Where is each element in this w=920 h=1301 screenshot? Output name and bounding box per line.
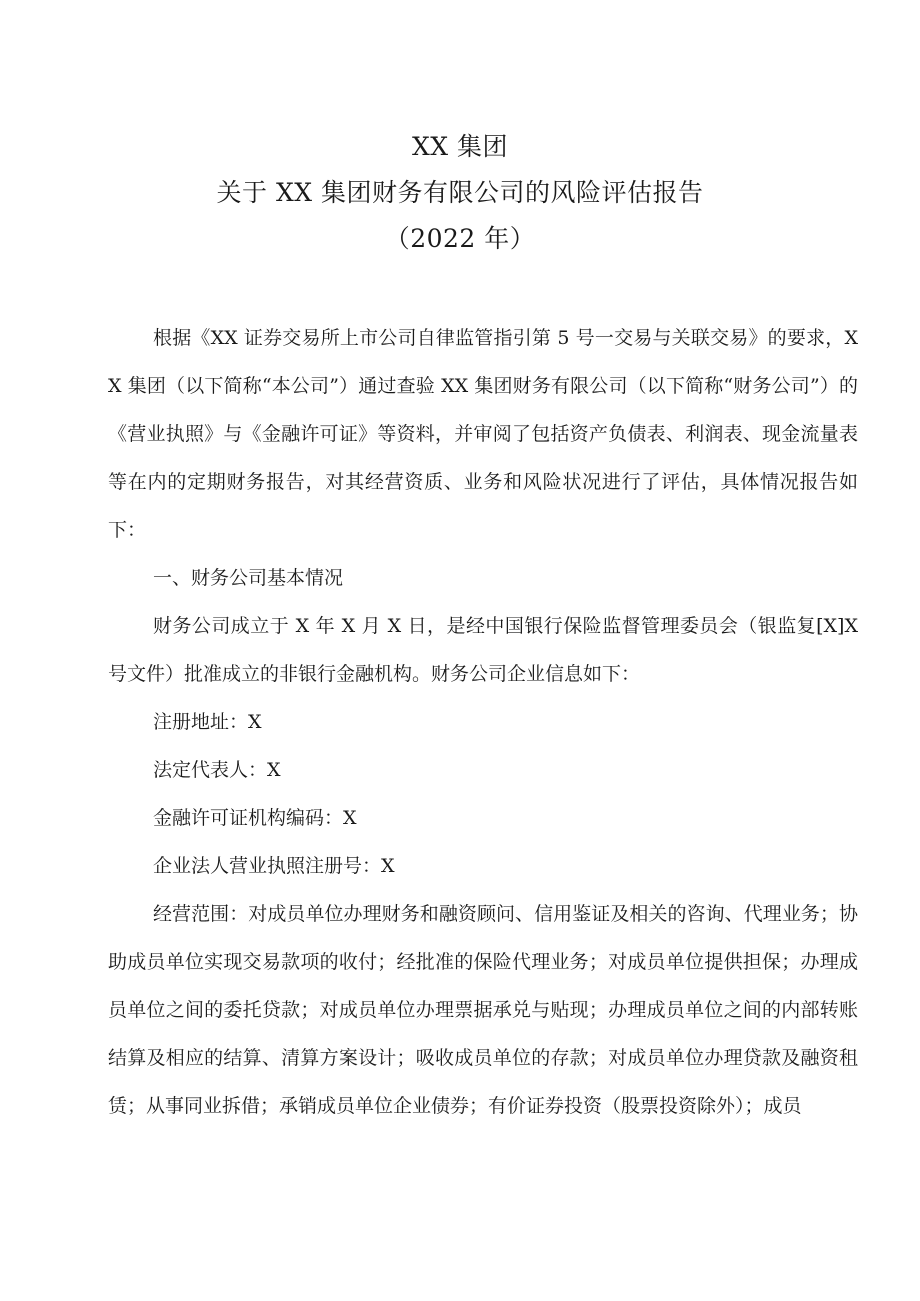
report-body xyxy=(108,314,858,1130)
title-company: XX 集团 xyxy=(411,132,509,161)
title-report-name: 关于 XX 集团财务有限公司的风险评估报告 xyxy=(216,178,704,207)
section-heading: 一、财务公司基本情况 xyxy=(153,567,344,589)
title-year: （2022 年） xyxy=(384,224,536,253)
report-title xyxy=(0,124,920,262)
info-registered-address: 注册地址：X xyxy=(153,711,262,733)
intro-paragraph: 根据《XX 证券交易所上市公司自律监管指引第 5 号一交易与关联交易》的要求，XX 集团（以下简称“本公司”）通过查验 XX 集团财务有限公司（以下简称“财务公司”）的《营业执照》与《金融许可证》等资料，并审阅了包括资产负债表、利润表、现金流量表等在内的定期财务报告，对其经营资质、业务和风险状况进行了评估，具体情况报告如下： xyxy=(108,327,858,541)
business-scope-paragraph: 经营范围：对成员单位办理财务和融资顾问、信用鉴证及相关的咨询、代理业务；协助成员单位实现交易款项的收付；经批准的保险代理业务；对成员单位提供担保；办理成员单位之间的委托贷款；对成员单位办理票据承兑与贴现；办理成员单位之间的内部转账结算及相应的结算、清算方案设计；吸收成员单位的存款；对成员单位办理贷款及融资租赁；从事同业拆借；承销成员单位企业债券；有价证券投资（股票投资除外）；成员 xyxy=(108,903,858,1117)
info-legal-representative: 法定代表人：X xyxy=(153,759,281,781)
info-license-code: 金融许可证机构编码：X xyxy=(153,807,357,829)
establishment-paragraph: 财务公司成立于 X 年 X 月 X 日，是经中国银行保险监督管理委员会（银监复[X]X 号文件）批准成立的非银行金融机构。财务公司企业信息如下： xyxy=(108,615,858,685)
info-registration-number: 企业法人营业执照注册号：X xyxy=(153,855,395,877)
